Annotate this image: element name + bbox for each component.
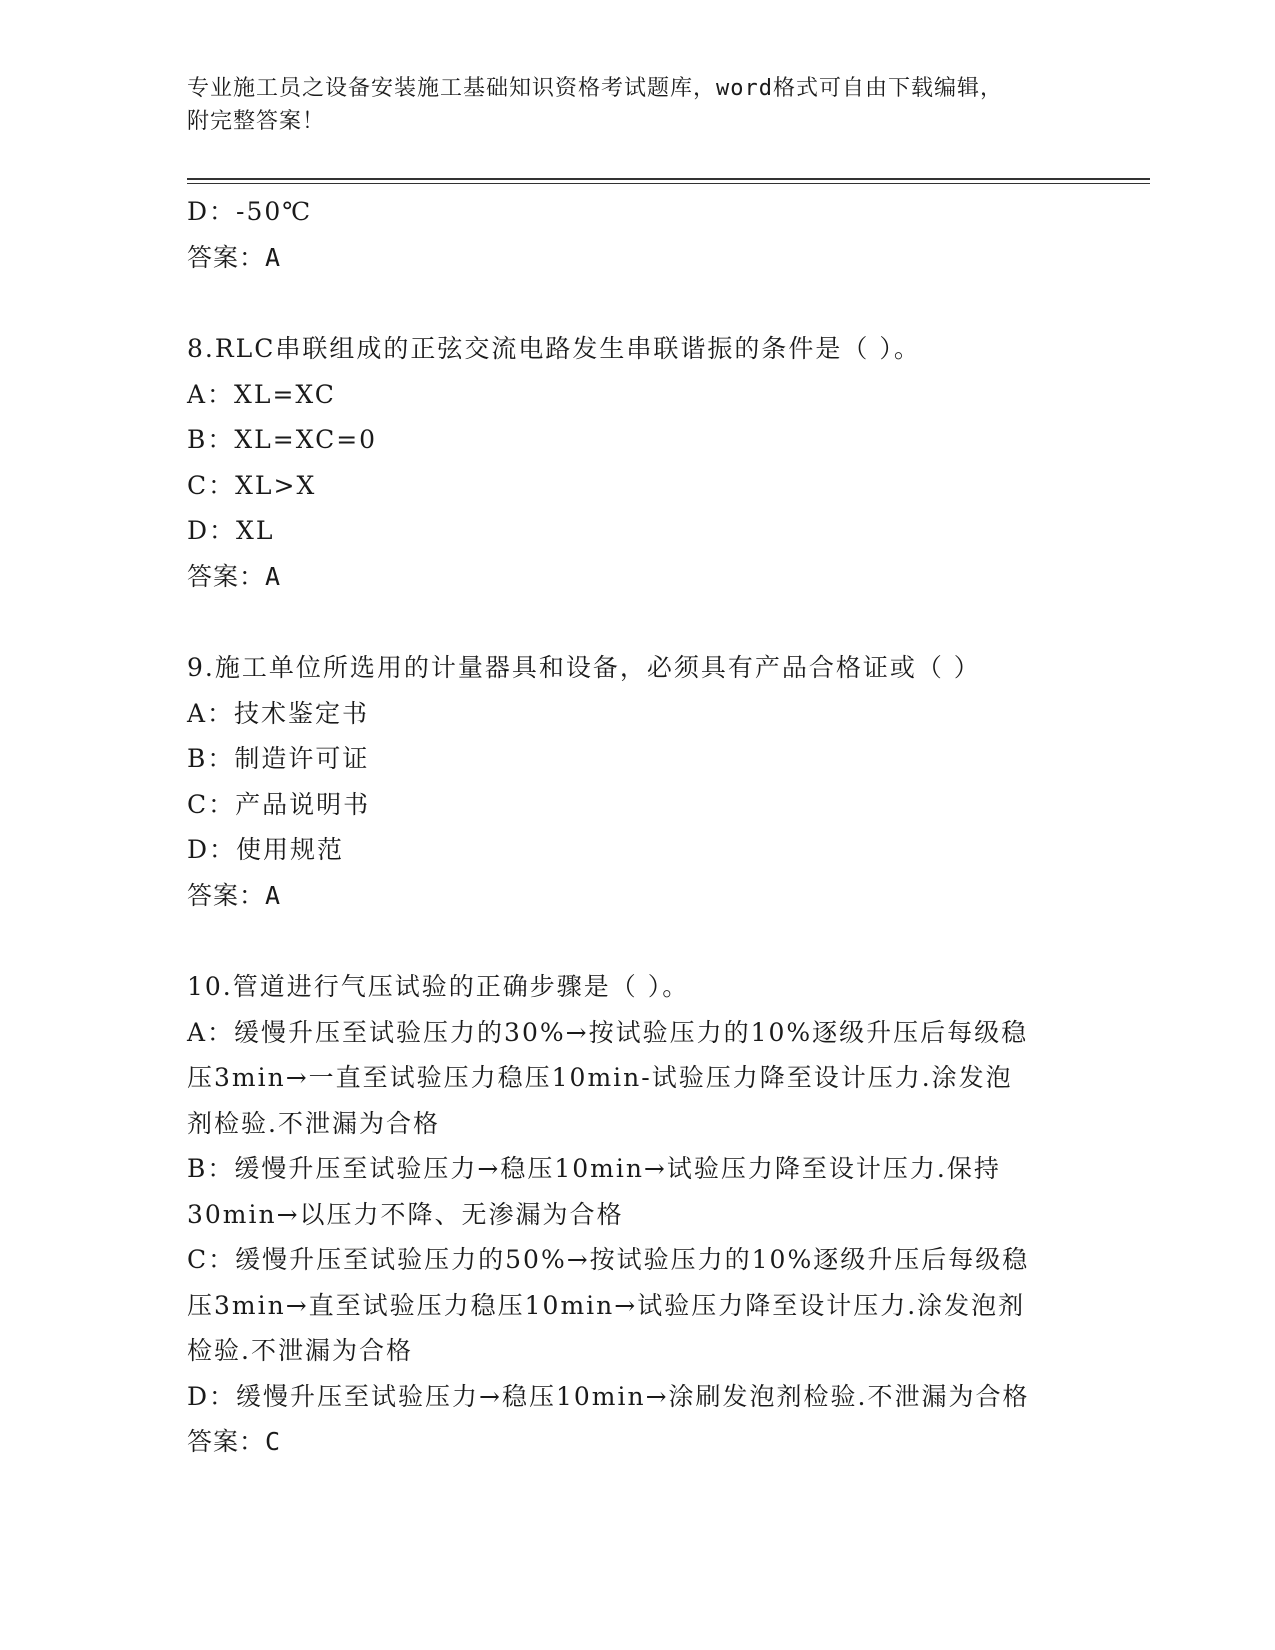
question-9 <box>187 645 1087 918</box>
header-line-2: 附完整答案！ <box>187 109 326 134</box>
header-line-1: 专业施工员之设备安装施工基础知识资格考试题库，word格式可自由下载编辑， <box>187 76 1003 101</box>
option-a-line-1: A：缓慢升压至试验压力的30%→按试验压力的10%逐级升压后每级稳 <box>187 1017 1029 1047</box>
option-a-line-3: 剂检验.不泄漏为合格 <box>187 1108 440 1138</box>
option-a-line-2: 压3min→一直至试验压力稳压10min-试验压力降至设计压力.涂发泡 <box>187 1063 1013 1092</box>
option-d: D：缓慢升压至试验压力→稳压10min→涂刷发泡剂检验.不泄漏为合格 <box>187 1381 1030 1411</box>
spacer <box>187 599 1087 645</box>
option-c: C：XL>X <box>187 470 317 500</box>
option-c-line-2: 压3min→直至试验压力稳压10min→试验压力降至设计压力.涂发泡剂 <box>187 1290 1026 1320</box>
option-d: D：-50℃ <box>187 197 313 226</box>
option-b-line-2: 30min→以压力不降、无渗漏为合格 <box>187 1199 624 1229</box>
spacer <box>187 280 1087 326</box>
option-c-line-1: C：缓慢升压至试验压力的50%→按试验压力的10%逐级升压后每级稳 <box>187 1245 1030 1274</box>
option-b: B：XL=XC=0 <box>187 425 378 454</box>
question-10 <box>187 964 1087 1465</box>
option-b-line-1: B：缓慢升压至试验压力→稳压10min→试验压力降至设计压力.保持 <box>187 1154 1001 1183</box>
option-a: A：XL=XC <box>187 379 336 409</box>
option-d: D：XL <box>187 516 275 545</box>
option-c: C：产品说明书 <box>187 789 371 819</box>
previous-question-tail <box>187 189 1087 280</box>
option-a: A：技术鉴定书 <box>187 698 370 728</box>
document-header <box>187 72 1067 138</box>
question-stem: 8.RLC串联组成的正弦交流电路发生串联谐振的条件是（ ）。 <box>187 334 921 363</box>
answer-line: 答案：C <box>187 1427 282 1456</box>
option-c-line-3: 检验.不泄漏为合格 <box>187 1336 413 1365</box>
answer-line: 答案：A <box>187 242 282 272</box>
question-list <box>187 189 1087 1465</box>
question-stem: 10.管道进行气压试验的正确步骤是（ ）。 <box>187 972 690 1001</box>
header-divider-thick <box>187 178 1150 180</box>
header-divider-thin <box>187 183 1150 184</box>
answer-line: 答案：A <box>187 880 282 910</box>
option-b: B：制造许可证 <box>187 744 370 773</box>
option-d: D：使用规范 <box>187 835 345 864</box>
answer-line: 答案：A <box>187 561 282 591</box>
spacer <box>187 918 1087 964</box>
question-8 <box>187 326 1087 599</box>
question-stem: 9.施工单位所选用的计量器具和设备，必须具有产品合格证或（ ） <box>187 653 981 682</box>
